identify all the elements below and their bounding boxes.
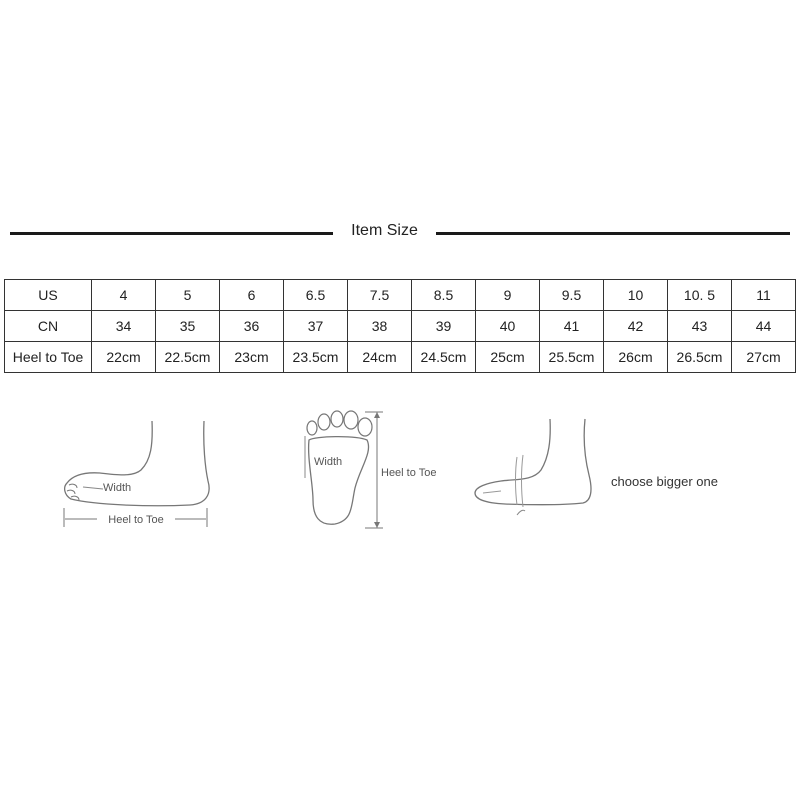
size-row-label: CN (5, 311, 92, 342)
size-cell: 22cm (92, 342, 156, 373)
size-cell: 35 (156, 311, 220, 342)
size-cell: 42 (604, 311, 668, 342)
header-rule-left (10, 232, 333, 235)
sole-width-label: Width (314, 456, 343, 468)
size-row (5, 311, 796, 342)
size-row (5, 280, 796, 311)
toe-fit-diagram (465, 415, 600, 520)
size-cell: 9 (476, 280, 540, 311)
size-row-label: Heel to Toe (5, 342, 92, 373)
size-cell: 10. 5 (668, 280, 732, 311)
item-size-header (10, 218, 790, 248)
size-cell: 34 (92, 311, 156, 342)
sole-diagram (295, 408, 455, 533)
size-cell: 27cm (732, 342, 796, 373)
size-row (5, 342, 796, 373)
size-cell: 24cm (348, 342, 412, 373)
size-chart-table (4, 279, 796, 373)
size-cell: 44 (732, 311, 796, 342)
size-cell: 6 (220, 280, 284, 311)
size-cell: 7.5 (348, 280, 412, 311)
size-cell: 9.5 (540, 280, 604, 311)
size-cell: 39 (412, 311, 476, 342)
size-cell: 38 (348, 311, 412, 342)
page-title: Item Size (351, 222, 418, 239)
size-cell: 40 (476, 311, 540, 342)
sole-drawing (295, 408, 455, 533)
side-length-label: Heel to Toe (108, 514, 164, 526)
side-width-label: Width (103, 482, 132, 494)
sole-length-label: Heel to Toe (381, 467, 437, 479)
size-cell: 37 (284, 311, 348, 342)
size-cell: 25.5cm (540, 342, 604, 373)
size-cell: 23.5cm (284, 342, 348, 373)
size-cell: 26.5cm (668, 342, 732, 373)
size-cell: 8.5 (412, 280, 476, 311)
size-cell: 6.5 (284, 280, 348, 311)
size-cell: 22.5cm (156, 342, 220, 373)
side-foot-diagram (55, 415, 225, 530)
side-foot-drawing (55, 415, 225, 530)
size-cell: 24.5cm (412, 342, 476, 373)
size-cell: 36 (220, 311, 284, 342)
size-row-label: US (5, 280, 92, 311)
size-cell: 4 (92, 280, 156, 311)
size-cell: 26cm (604, 342, 668, 373)
size-cell: 25cm (476, 342, 540, 373)
size-cell: 10 (604, 280, 668, 311)
fit-tip-text: choose bigger one (611, 474, 718, 489)
header-rule-right (436, 232, 790, 235)
size-cell: 5 (156, 280, 220, 311)
size-cell: 23cm (220, 342, 284, 373)
size-cell: 11 (732, 280, 796, 311)
size-cell: 43 (668, 311, 732, 342)
toe-fit-drawing (465, 415, 600, 520)
size-cell: 41 (540, 311, 604, 342)
